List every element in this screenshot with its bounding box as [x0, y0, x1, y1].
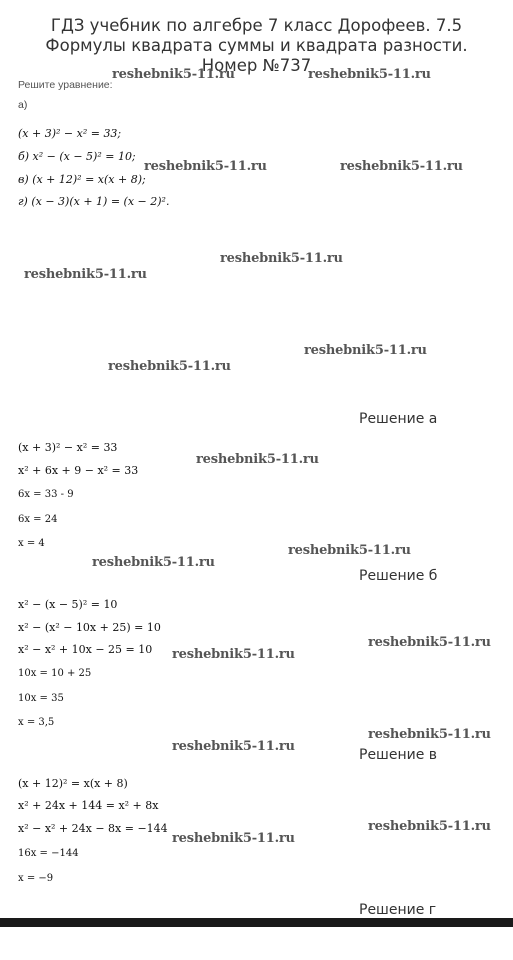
- task-g-equation: г) (x − 3)(x + 1) = (x − 2)².: [18, 195, 170, 208]
- task-v-equation: в) (x + 12)² = x(x + 8);: [18, 173, 146, 186]
- watermark: reshebnik5-11.ru: [196, 452, 319, 467]
- watermark: reshebnik5-11.ru: [304, 343, 427, 358]
- task-prompt: Решите уравнение:: [18, 79, 113, 91]
- watermark: reshebnik5-11.ru: [220, 251, 343, 266]
- solution-a-step: x = 4: [18, 538, 45, 549]
- task-a-equation: (x + 3)² − x² = 33;: [18, 127, 122, 140]
- solution-b-heading: Решение б: [359, 568, 438, 584]
- watermark: reshebnik5-11.ru: [172, 647, 295, 662]
- solution-b-step: 10x = 35: [18, 693, 64, 704]
- solution-a-step: (x + 3)² − x² = 33: [18, 441, 118, 454]
- watermark: reshebnik5-11.ru: [92, 555, 215, 570]
- solution-b-step: 10x = 10 + 25: [18, 668, 92, 679]
- solution-v-step: 16x = −144: [18, 848, 79, 859]
- solution-v-step: (x + 12)² = x(x + 8): [18, 777, 128, 790]
- watermark: reshebnik5-11.ru: [172, 831, 295, 846]
- solution-b-step: x² − x² + 10x − 25 = 10: [18, 643, 153, 656]
- solution-v-step: x² − x² + 24x − 8x = −144: [18, 822, 168, 835]
- watermark: reshebnik5-11.ru: [112, 67, 235, 82]
- solution-a-step: 6x = 24: [18, 514, 58, 525]
- watermark: reshebnik5-11.ru: [368, 727, 491, 742]
- task-a-label: а): [18, 99, 28, 111]
- solution-b-step: x = 3,5: [18, 717, 55, 728]
- watermark: reshebnik5-11.ru: [144, 159, 267, 174]
- solution-a-heading: Решение а: [359, 411, 438, 427]
- watermark: reshebnik5-11.ru: [368, 819, 491, 834]
- solution-v-step: x² + 24x + 144 = x² + 8x: [18, 799, 159, 812]
- watermark: reshebnik5-11.ru: [108, 359, 231, 374]
- watermark: reshebnik5-11.ru: [368, 635, 491, 650]
- solution-b-step: x² − (x² − 10x + 25) = 10: [18, 621, 161, 634]
- bottom-divider-bar: [0, 918, 513, 927]
- solution-v-step: x = −9: [18, 873, 54, 884]
- solution-b-step: x² − (x − 5)² = 10: [18, 598, 118, 611]
- watermark: reshebnik5-11.ru: [24, 267, 147, 282]
- solution-a-step: x² + 6x + 9 − x² = 33: [18, 464, 139, 477]
- watermark: reshebnik5-11.ru: [172, 739, 295, 754]
- solution-v-heading: Решение в: [359, 747, 438, 763]
- task-b-equation: б) x² − (x − 5)² = 10;: [18, 150, 136, 163]
- solution-a-step: 6x = 33 - 9: [18, 489, 74, 500]
- watermark: reshebnik5-11.ru: [308, 67, 431, 82]
- page-title: ГДЗ учебник по алгебре 7 класс Дорофеев. 7.5 Формулы квадрата суммы и квадрата разности. Номер №737: [45, 16, 468, 75]
- solution-g-heading: Решение г: [359, 902, 437, 918]
- watermark: reshebnik5-11.ru: [340, 159, 463, 174]
- watermark: reshebnik5-11.ru: [288, 543, 411, 558]
